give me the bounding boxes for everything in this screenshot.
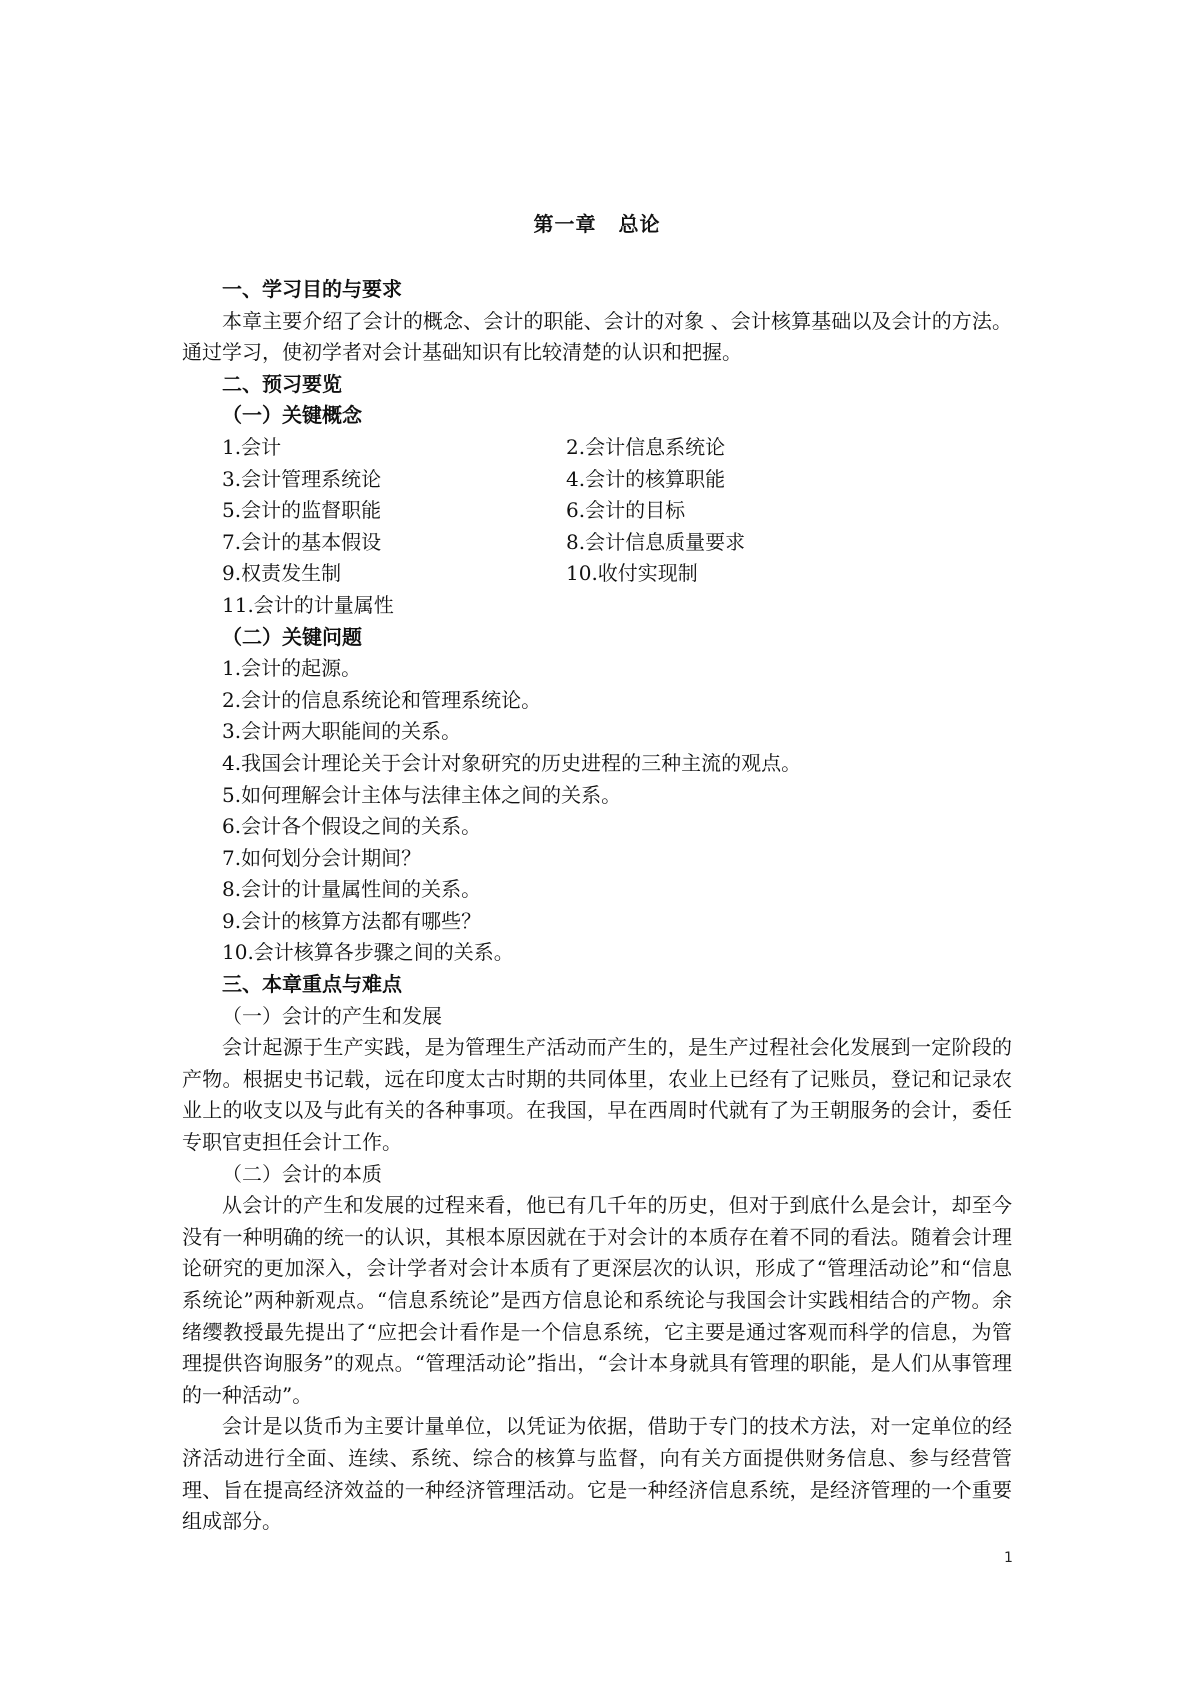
concept-row (182, 495, 1012, 527)
question-item: 9.会计的核算方法都有哪些？ (222, 908, 482, 933)
section-1-paragraph: 本章主要介绍了会计的概念、会计的职能、会计的对象 、会计核算基础以及会计的方法。通过学习，使初学者对会计基础知识有比较清楚的认识和把握。 (182, 308, 1012, 365)
concept-row (182, 558, 1012, 590)
essence-paragraph: 从会计的产生和发展的过程来看，他已有几千年的历史，但对于到底什么是会计，却至今没有一种明确的统一的认识，其根本原因就在于对会计的本质存在着不同的看法。随着会计理论研究的更加深入，会计学者对会计本质有了更深层次的认识，形成了“管理活动论”和“信息系统论”两种新观点。“信息系统论”是西方信息论和系统论与我国会计实践相结合的产物。余绪缨教授最先提出了“应把会计看作是一个信息系统，它主要是通过客观而科学的信息，为管理提供咨询服务”的观点。“管理活动论”指出，“会计本身就具有管理的职能，是人们从事管理的一种活动”。 (182, 1193, 1012, 1407)
concept-item: 11.会计的计量属性 (222, 592, 394, 617)
page-number: 1 (1004, 1550, 1013, 1566)
chapter-number: 第一章 (533, 212, 597, 236)
question-item: 6.会计各个假设之间的关系。 (222, 814, 482, 839)
concept-item: 1.会计 (222, 434, 282, 459)
concept-row (182, 464, 1012, 496)
concept-item: 4.会计的核算职能 (566, 466, 726, 491)
concept-row (182, 527, 1012, 559)
subheading-key-concepts: （一）关键概念 (222, 403, 362, 428)
section-heading-3: 三、本章重点与难点 (222, 972, 402, 997)
concept-item: 7.会计的基本假设 (222, 529, 382, 554)
question-item: 7.如何划分会计期间？ (222, 845, 422, 870)
question-item: 2.会计的信息系统论和管理系统论。 (222, 687, 542, 712)
chapter-title (182, 208, 1012, 237)
question-item: 1.会计的起源。 (222, 656, 362, 681)
concept-row (182, 590, 1012, 622)
concept-item: 10.收付实现制 (566, 561, 698, 586)
question-item: 5.如何理解会计主体与法律主体之间的关系。 (222, 782, 622, 807)
concept-row (182, 432, 1012, 464)
definition-paragraph: 会计是以货币为主要计量单位，以凭证为依据，借助于专门的技术方法，对一定单位的经济活动进行全面、连续、系统、综合的核算与监督，向有关方面提供财务信息、参与经营管理、旨在提高经济效益的一种经济管理活动。它是一种经济信息系统，是经济管理的一个重要组成部分。 (182, 1414, 1012, 1534)
concept-item: 9.权责发生制 (222, 561, 342, 586)
concept-item: 8.会计信息质量要求 (566, 529, 746, 554)
question-item: 4.我国会计理论关于会计对象研究的历史进程的三种主流的观点。 (222, 750, 802, 775)
section-heading-2: 二、预习要览 (222, 371, 342, 396)
question-item: 10.会计核算各步骤之间的关系。 (222, 940, 514, 965)
subheading-key-questions: （二）关键问题 (222, 624, 362, 649)
concept-item: 5.会计的监督职能 (222, 498, 382, 523)
subheading-essence: （二）会计的本质 (222, 1161, 382, 1186)
subheading-origin: （一）会计的产生和发展 (222, 1003, 442, 1028)
concept-item: 3.会计管理系统论 (222, 466, 382, 491)
document-body (182, 274, 1012, 1538)
question-item: 3.会计两大职能间的关系。 (222, 719, 462, 744)
section-heading-1: 一、学习目的与要求 (222, 277, 402, 301)
concept-item: 6.会计的目标 (566, 498, 686, 523)
concept-item: 2.会计信息系统论 (566, 434, 726, 459)
origin-paragraph: 会计起源于生产实践，是为管理生产活动而产生的，是生产过程社会化发展到一定阶段的产物。根据史书记载，远在印度太古时期的共同体里，农业上已经有了记账员，登记和记录农业上的收支以及与此有关的各种事项。在我国，早在西周时代就有了为王朝服务的会计，委任专职官吏担任会计工作。 (182, 1035, 1012, 1155)
chapter-name: 总论 (618, 212, 661, 236)
question-item: 8.会计的计量属性间的关系。 (222, 877, 482, 902)
